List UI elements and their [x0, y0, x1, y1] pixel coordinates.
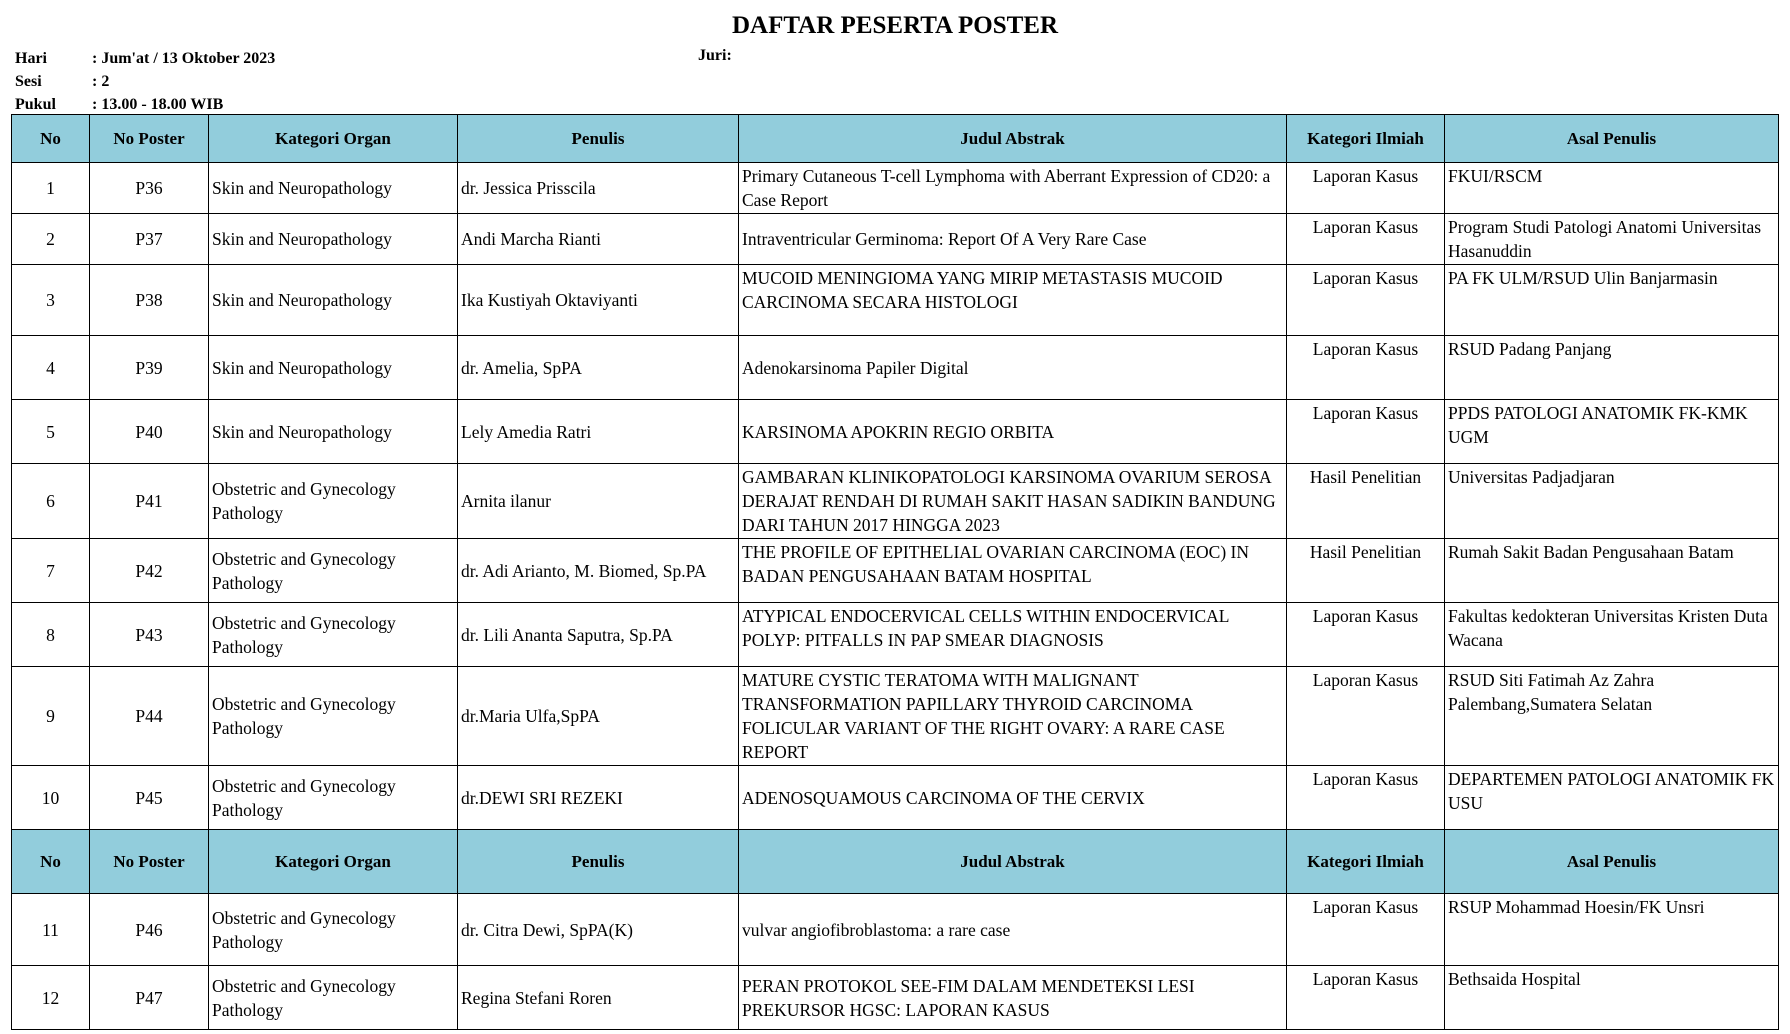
row-asal: FKUI/RSCM [1445, 163, 1779, 214]
row-poster: P38 [90, 265, 209, 336]
header-kategori-ilmiah: Kategori Ilmiah [1287, 830, 1445, 894]
header-asal-penulis: Asal Penulis [1445, 115, 1779, 163]
page-title: DAFTAR PESERTA POSTER [731, 12, 1059, 39]
row-organ: Obstetric and Gynecology Pathology [209, 539, 458, 603]
row-ilmiah: Laporan Kasus [1287, 163, 1445, 214]
row-poster: P44 [90, 667, 209, 766]
row-ilmiah: Laporan Kasus [1287, 603, 1445, 667]
row-poster: P39 [90, 336, 209, 400]
row-ilmiah: Laporan Kasus [1287, 265, 1445, 336]
row-no: 7 [12, 539, 90, 603]
row-poster: P47 [90, 966, 209, 1030]
header-kategori-organ: Kategori Organ [209, 115, 458, 163]
header-judul-abstrak: Judul Abstrak [739, 830, 1287, 894]
row-asal: RSUD Padang Panjang [1445, 336, 1779, 400]
row-no: 6 [12, 464, 90, 539]
header-asal-penulis: Asal Penulis [1445, 830, 1779, 894]
row-asal: PPDS PATOLOGI ANATOMIK FK-KMK UGM [1445, 400, 1779, 464]
row-judul: PERAN PROTOKOL SEE-FIM DALAM MENDETEKSI LESI PREKURSOR HGSC: LAPORAN KASUS [739, 966, 1287, 1030]
row-organ: Skin and Neuropathology [209, 163, 458, 214]
row-poster: P45 [90, 766, 209, 830]
row-no: 10 [12, 766, 90, 830]
row-penulis: Regina Stefani Roren [458, 966, 739, 1030]
table-row [12, 163, 1779, 214]
juri-label: Juri: [698, 47, 732, 64]
row-ilmiah: Laporan Kasus [1287, 966, 1445, 1030]
table-row [12, 603, 1779, 667]
row-no: 8 [12, 603, 90, 667]
row-asal: Universitas Padjadjaran [1445, 464, 1779, 539]
row-judul: Primary Cutaneous T-cell Lymphoma with Aberrant Expression of CD20: a Case Report [739, 163, 1287, 214]
row-asal: Program Studi Patologi Anatomi Universitas Hasanuddin [1445, 214, 1779, 265]
row-penulis: dr. Lili Ananta Saputra, Sp.PA [458, 603, 739, 667]
row-no: 5 [12, 400, 90, 464]
row-judul: ATYPICAL ENDOCERVICAL CELLS WITHIN ENDOCERVICAL POLYP: PITFALLS IN PAP SMEAR DIAGNOSIS [739, 603, 1287, 667]
hari-label: Hari [15, 50, 47, 67]
row-ilmiah: Laporan Kasus [1287, 400, 1445, 464]
row-poster: P37 [90, 214, 209, 265]
hari-value: : Jum'at / 13 Oktober 2023 [92, 50, 276, 67]
row-organ: Skin and Neuropathology [209, 214, 458, 265]
row-judul: THE PROFILE OF EPITHELIAL OVARIAN CARCINOMA (EOC) IN BADAN PENGUSAHAAN BATAM HOSPITAL [739, 539, 1287, 603]
row-organ: Skin and Neuropathology [209, 336, 458, 400]
row-judul: MATURE CYSTIC TERATOMA WITH MALIGNANT TRANSFORMATION PAPILLARY THYROID CARCINOMA FOLICULAR VARIANT OF THE RIGHT OVARY: A RARE CASE REPORT [739, 667, 1287, 766]
header-no: No [12, 115, 90, 163]
row-asal: Rumah Sakit Badan Pengusahaan Batam [1445, 539, 1779, 603]
row-poster: P36 [90, 163, 209, 214]
row-judul: MUCOID MENINGIOMA YANG MIRIP METASTASIS MUCOID CARCINOMA SECARA HISTOLOGI [739, 265, 1287, 336]
table-row [12, 265, 1779, 336]
row-organ: Obstetric and Gynecology Pathology [209, 464, 458, 539]
row-penulis: Arnita ilanur [458, 464, 739, 539]
pukul-value: : 13.00 - 18.00 WIB [92, 96, 224, 113]
row-judul: vulvar angiofibroblastoma: a rare case [739, 894, 1287, 966]
row-judul: Adenokarsinoma Papiler Digital [739, 336, 1287, 400]
row-no: 4 [12, 336, 90, 400]
row-organ: Skin and Neuropathology [209, 265, 458, 336]
row-poster: P41 [90, 464, 209, 539]
row-asal: RSUD Siti Fatimah Az Zahra Palembang,Sumatera Selatan [1445, 667, 1779, 766]
row-penulis: Lely Amedia Ratri [458, 400, 739, 464]
row-no: 9 [12, 667, 90, 766]
row-poster: P46 [90, 894, 209, 966]
row-organ: Skin and Neuropathology [209, 400, 458, 464]
row-asal: Fakultas kedokteran Universitas Kristen Duta Wacana [1445, 603, 1779, 667]
header-no-poster: No Poster [90, 830, 209, 894]
row-organ: Obstetric and Gynecology Pathology [209, 894, 458, 966]
row-penulis: dr. Amelia, SpPA [458, 336, 739, 400]
row-penulis: dr.DEWI SRI REZEKI [458, 766, 739, 830]
sesi-label: Sesi [15, 73, 42, 90]
row-organ: Obstetric and Gynecology Pathology [209, 667, 458, 766]
table-row [12, 336, 1779, 400]
row-judul: GAMBARAN KLINIKOPATOLOGI KARSINOMA OVARIUM SEROSA DERAJAT RENDAH DI RUMAH SAKIT HASAN SADIKIN BANDUNG DARI TAHUN 2017 HINGGA 2023 [739, 464, 1287, 539]
row-asal: RSUP Mohammad Hoesin/FK Unsri [1445, 894, 1779, 966]
table-row [12, 966, 1779, 1030]
row-judul: KARSINOMA APOKRIN REGIO ORBITA [739, 400, 1287, 464]
table-row [12, 214, 1779, 265]
row-asal: PA FK ULM/RSUD Ulin Banjarmasin [1445, 265, 1779, 336]
row-ilmiah: Laporan Kasus [1287, 336, 1445, 400]
row-judul: Intraventricular Germinoma: Report Of A Very Rare Case [739, 214, 1287, 265]
row-ilmiah: Laporan Kasus [1287, 214, 1445, 265]
pukul-label: Pukul [15, 96, 56, 113]
row-ilmiah: Hasil Penelitian [1287, 539, 1445, 603]
row-judul: ADENOSQUAMOUS CARCINOMA OF THE CERVIX [739, 766, 1287, 830]
row-penulis: Ika Kustiyah Oktaviyanti [458, 265, 739, 336]
row-no: 12 [12, 966, 90, 1030]
row-organ: Obstetric and Gynecology Pathology [209, 766, 458, 830]
row-poster: P43 [90, 603, 209, 667]
header-no: No [12, 830, 90, 894]
row-penulis: dr.Maria Ulfa,SpPA [458, 667, 739, 766]
row-ilmiah: Laporan Kasus [1287, 766, 1445, 830]
row-no: 2 [12, 214, 90, 265]
header-kategori-organ: Kategori Organ [209, 830, 458, 894]
header-penulis: Penulis [458, 115, 739, 163]
participant-table [11, 114, 1779, 1030]
header-kategori-ilmiah: Kategori Ilmiah [1287, 115, 1445, 163]
row-ilmiah: Laporan Kasus [1287, 667, 1445, 766]
header-row [12, 115, 1779, 163]
table-row [12, 667, 1779, 766]
table-row [12, 400, 1779, 464]
row-asal: Bethsaida Hospital [1445, 966, 1779, 1030]
table-row [12, 894, 1779, 966]
table-row [12, 766, 1779, 830]
sesi-value: : 2 [92, 73, 110, 90]
row-penulis: dr. Citra Dewi, SpPA(K) [458, 894, 739, 966]
header-penulis: Penulis [458, 830, 739, 894]
row-poster: P40 [90, 400, 209, 464]
table-row [12, 464, 1779, 539]
row-poster: P42 [90, 539, 209, 603]
header-row-repeat [12, 830, 1779, 894]
row-ilmiah: Laporan Kasus [1287, 894, 1445, 966]
header-no-poster: No Poster [90, 115, 209, 163]
row-ilmiah: Hasil Penelitian [1287, 464, 1445, 539]
row-no: 11 [12, 894, 90, 966]
row-no: 1 [12, 163, 90, 214]
row-organ: Obstetric and Gynecology Pathology [209, 603, 458, 667]
table-row [12, 539, 1779, 603]
header-judul-abstrak: Judul Abstrak [739, 115, 1287, 163]
row-asal: DEPARTEMEN PATOLOGI ANATOMIK FK USU [1445, 766, 1779, 830]
row-organ: Obstetric and Gynecology Pathology [209, 966, 458, 1030]
row-penulis: dr. Jessica Prisscila [458, 163, 739, 214]
row-penulis: dr. Adi Arianto, M. Biomed, Sp.PA [458, 539, 739, 603]
row-penulis: Andi Marcha Rianti [458, 214, 739, 265]
row-no: 3 [12, 265, 90, 336]
